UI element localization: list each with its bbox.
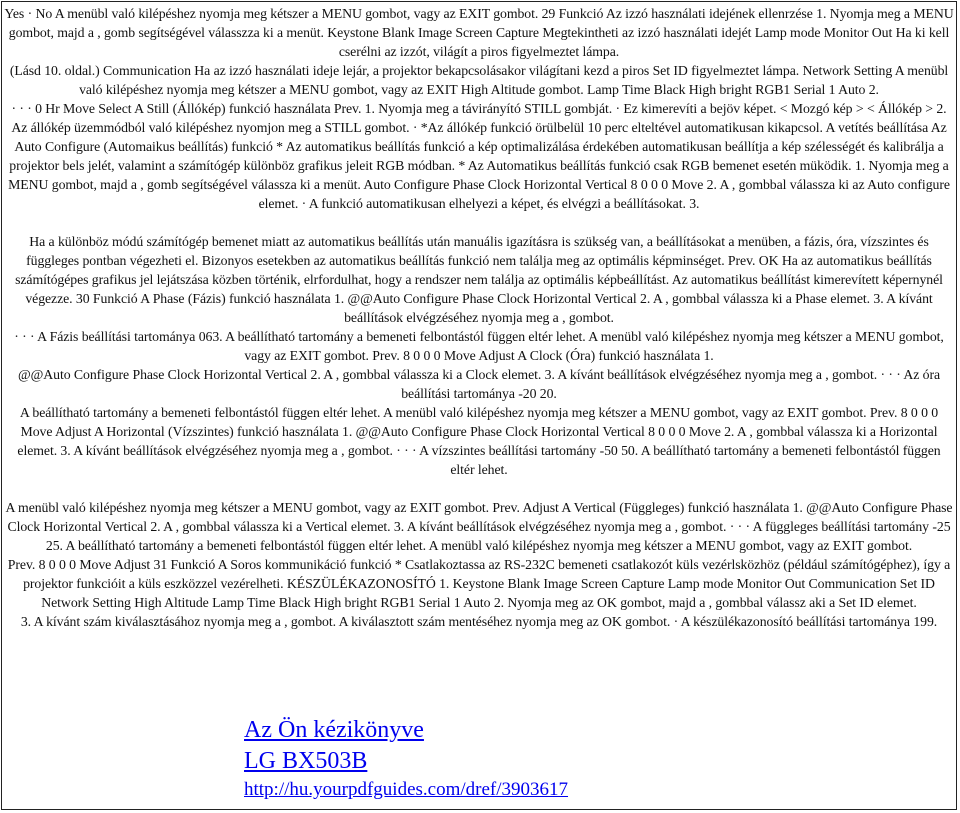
paragraph-phase-range: · · · A Fázis beállítási tartománya 063. A beállítható tartomány a bemeneti felbontástól függen eltér lehet. A menübl való kilépéshez nyomja meg kétszer a MENU gombot, vagy az EXIT gombot. Prev. 8 0 0 0 Move Adjust A Clock (Óra) funkció használata 1. [14, 329, 944, 363]
document-body [4, 4, 954, 631]
source-url-link[interactable]: http://hu.yourpdfguides.com/dref/3903617 [244, 779, 569, 800]
paragraph-lamp-time: Yes · No A menübl való kilépéshez nyomja meg kétszer a MENU gombot, vagy az EXIT gombot. 29 Funkció Az izzó használati idejének ellenrzése 1. Nyomja meg a MENU gombot, majd a , gomb segítségével válasszza ki a menüt. Keystone Blank Image Screen Capture Megtekintheti az izzó használati idejét Lamp mode Monitor Out Ha ki kell cserélni az izzót, világít a piros figyelmeztet lámpa. [4, 6, 954, 59]
model-link[interactable]: LG BX503B [244, 748, 368, 774]
paragraph-still: · · · 0 Hr Move Select A Still (Állókép) funkció használata Prev. 1. Nyomja meg a távirányító STILL gombját. · Ez kimerevíti a bejöv képet. < Mozgó kép > < Állókép > 2. [11, 101, 947, 116]
paragraph-clock: @@Auto Configure Phase Clock Horizontal Vertical 2. A , gombbal válassza ki a Clock elemet. 3. A kívánt beállítások elvégzéséhez nyomja meg a , gombot. · · · Az óra beállítási tartománya -20 20. [17, 367, 941, 401]
paragraph-horizontal: A beállítható tartomány a bemeneti felbontástól függen eltér lehet. A menübl való kilépéshez nyomja meg kétszer a MENU gombot, vagy az EXIT gombot. Prev. 8 0 0 0 Move Adjust A Horizontal (Vízszintes) funkció használata 1. @@Auto Configure Phase Clock Horizontal Vertical 8 0 0 0 Move 2. A , gombbal válassza ki a Horizontal elemet. 3. A kívánt beállítások elvégzéséhez nyomja meg a , gombot. · · · A vízszintes beállítási tartomány -50 50. A beállítható tartomány a bemeneti felbontástól függen eltér lehet. [17, 405, 941, 477]
paragraph-serial: Prev. 8 0 0 0 Move Adjust 31 Funkció A Soros kommunikáció funkció * Csatlakoztassa az RS-232C bemeneti csatlakozót küls vezérlsközhöz (például számítógéphez), így a projektor funkcióit a küls eszközzel vezérelheti. KÉSZÜLÉKAZONOSÍTÓ 1. Keystone Blank Image Screen Capture Lamp mode Monitor Out Communication Set ID Network Setting High Altitude Lamp Time Black High bright RGB1 Serial 1 Auto 2. Nyomja meg az OK gombot, majd a , gombbal válassz aki a Set ID elemet. [7, 557, 951, 610]
footer-links [244, 715, 568, 803]
paragraph-vertical: A menübl való kilépéshez nyomja meg kétszer a MENU gombot, vagy az EXIT gombot. Prev. Adjust A Vertical (Függleges) funkció használata 1. @@Auto Configure Phase Clock Horizontal Vertical 2. A , gombbal válassza ki a Vertical elemet. 3. A kívánt beállítások elvégzéséhez nyomja meg a , gombot. · · · A függleges beállítási tartomány -25 25. A beállítható tartomány a bemeneti felbontástól függen eltér lehet. A menübl való kilépéshez nyomja meg kétszer a MENU gombot, vagy az EXIT gombot. [5, 500, 953, 553]
paragraph-communication: (Lásd 10. oldal.) Communication Ha az izzó használati ideje lejár, a projektor bekapcsolásakor világítani kezd a piros Set ID figyelmeztet lámpa. Network Setting A menübl való kilépéshez nyomja meg kétszer a MENU gombot, vagy az EXIT High Altitude gombot. Lamp Time Black High bright RGB1 Serial 1 Auto 2. [9, 63, 949, 97]
paragraph-spacer [4, 479, 954, 498]
paragraph-phase: Ha a különböz módú számítógép bemenet miatt az automatikus beállítás után manuális igazításra is szükség van, a beállításokat a menüben, a fázis, óra, vízszintes és függleges pontban végezheti el. Bizonyos esetekben az automatikus beállítás funkció nem találja meg az optimális képminséget. Prev. OK Ha az automatikus beállítás számítógépes grafikus jel lejátszása közben történik, elrfordulhat, hogy a rendszer nem találja az optimális képbeállítást. Az automatikus beállítást kimerevített képernynél végezze. 30 Funkció A Phase (Fázis) funkció használata 1. @@Auto Configure Phase Clock Horizontal Vertical 2. A , gombbal válassza ki a Phase elemet. 3. A kívánt beállítások elvégzéséhez nyomja meg a , gombot. [15, 234, 943, 325]
paragraph-spacer [4, 213, 954, 232]
paragraph-auto-configure: Az állókép üzemmódból való kilépéshez nyomjon meg a STILL gombot. · *Az állókép funkció örülbelül 10 perc elteltével automatikusan kikapcsol. A vetítés beállítása Az Auto Configure (Automaikus beállítás) funkció * Az automatikus beállítás funkció a kép optimalizálása érdekében automatikusan beállítja a kép szélességét és kalibrálja a projektor bels jelét, valamint a számítógép különböz grafikus jeleit RGB módban. * Az Automatikus beállítás funkció csak RGB bemenet esetén müködik. 1. Nyomja meg a MENU gombot, majd a , gomb segítségével válassza ki a menüt. Auto Configure Phase Clock Horizontal Vertical 8 0 0 0 Move 2. A , gombbal válassza ki az Auto configure elemet. · A funkció automatikusan elhelyezi a képet, és elvégzi a beállításokat. 3. [8, 120, 950, 211]
manual-link[interactable]: Az Ön kézikönyve [244, 717, 424, 743]
paragraph-set-id: 3. A kívánt szám kiválasztásához nyomja meg a , gombot. A kiválasztott szám mentéséhez nyomja meg az OK gombot. · A készülékazonosító beállítási tartománya 199. [20, 614, 938, 629]
